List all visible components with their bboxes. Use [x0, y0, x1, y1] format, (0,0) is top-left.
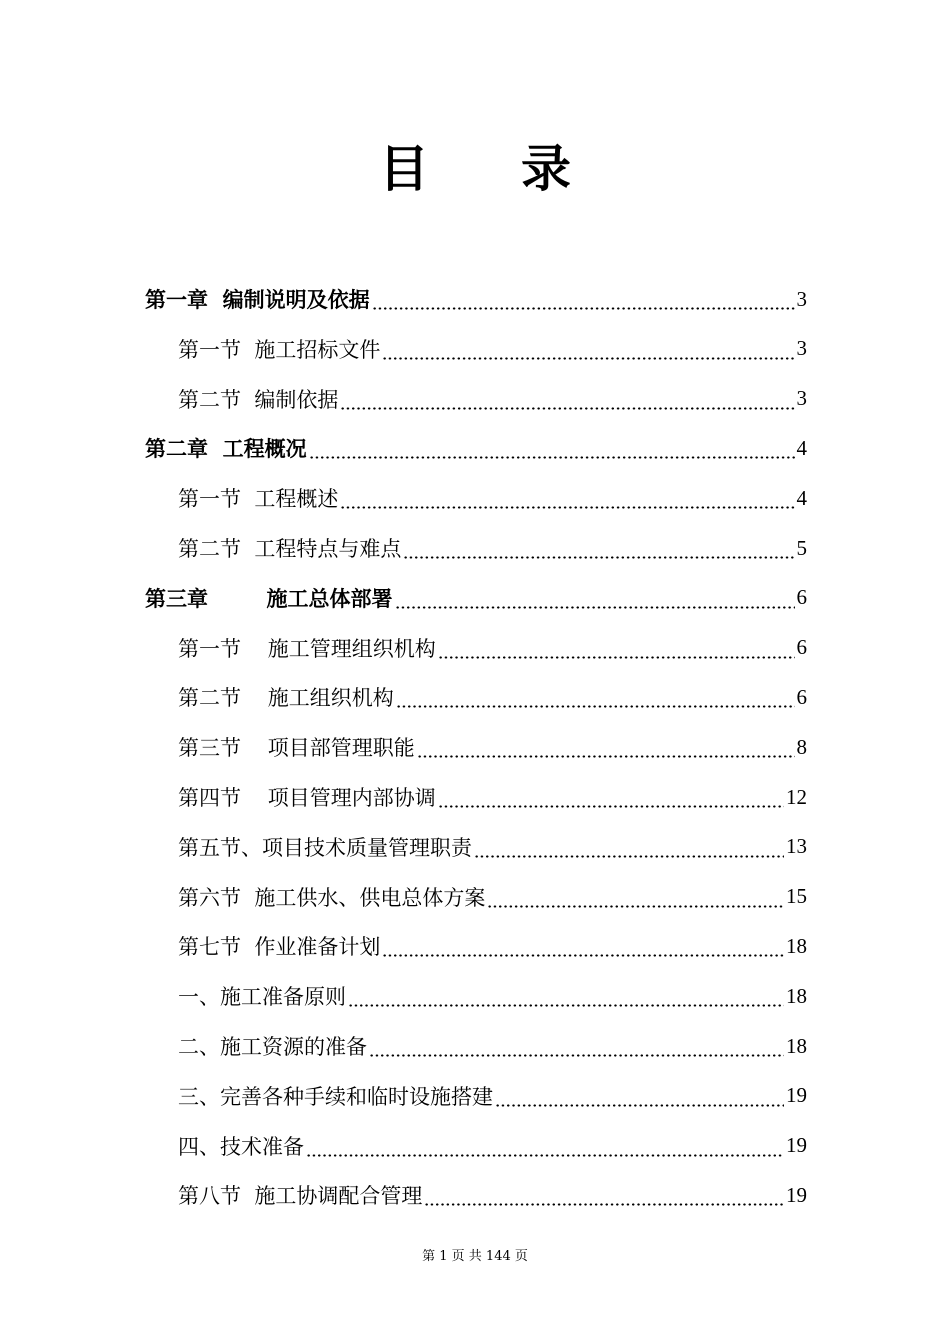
toc-section-entry[interactable]	[178, 872, 807, 922]
toc-page-number: 5	[796, 535, 807, 560]
toc-page-number: 3	[796, 286, 807, 311]
toc-entry-label: 第四节 项目管理内部协调	[178, 786, 436, 810]
toc-dot-leader	[309, 455, 795, 459]
toc-dot-leader	[495, 1103, 784, 1107]
toc-page-number: 6	[796, 635, 807, 660]
toc-dot-leader	[403, 555, 794, 559]
toc-section-entry[interactable]	[178, 473, 807, 523]
toc-entry-label: 第一章 编制说明及依据	[145, 288, 370, 312]
toc-page-number: 18	[786, 1033, 807, 1058]
toc-page-number: 13	[786, 834, 807, 859]
toc-page-number: 18	[786, 933, 807, 958]
title-char-1: 目	[379, 140, 429, 198]
toc-section-entry[interactable]	[178, 822, 807, 872]
toc-entry-label: 四、技术准备	[178, 1134, 304, 1159]
toc-page-number: 3	[796, 336, 807, 361]
toc-section-entry[interactable]	[178, 722, 807, 772]
toc-entry-label: 第二节 工程特点与难点	[178, 537, 402, 561]
toc-dot-leader	[438, 804, 784, 808]
toc-page-number: 4	[796, 435, 807, 460]
toc-dot-leader	[372, 306, 795, 310]
toc-entry-label: 第八节 施工协调配合管理	[178, 1184, 423, 1209]
toc-entry-label: 第五节、项目技术质量管理职责	[178, 835, 472, 860]
toc-page-number: 19	[786, 1133, 807, 1158]
toc-entry-label: 第六节 施工供水、供电总体方案	[178, 885, 486, 910]
toc-dot-leader	[438, 655, 795, 659]
toc-page-number: 8	[796, 734, 807, 759]
toc-dot-leader	[306, 1153, 784, 1157]
toc-page-number: 12	[786, 784, 807, 809]
toc-entry-label: 第二节 施工组织机构	[178, 686, 394, 711]
toc-section-entry[interactable]	[178, 1021, 807, 1071]
toc-dot-leader	[424, 1202, 784, 1206]
toc-entry-label: 第一节 施工管理组织机构	[178, 636, 436, 661]
toc-entry-label: 二、施工资源的准备	[178, 1035, 367, 1059]
toc-section-entry[interactable]	[178, 672, 807, 722]
toc-section-entry[interactable]	[178, 772, 807, 822]
toc-entry-label: 三、完善各种手续和临时设施搭建	[178, 1084, 493, 1109]
toc-dot-leader	[348, 1003, 784, 1007]
toc-section-entry[interactable]	[178, 523, 807, 573]
toc-chapter-entry[interactable]	[145, 274, 807, 324]
toc-chapter-entry[interactable]	[145, 423, 807, 473]
toc-section-entry[interactable]	[178, 1121, 807, 1171]
toc-dot-leader	[417, 754, 795, 758]
toc-dot-leader	[395, 605, 795, 609]
toc-page-number: 19	[786, 1182, 807, 1207]
toc-page-number: 4	[796, 485, 807, 510]
toc-section-entry[interactable]	[178, 1170, 807, 1220]
toc-entry-label: 第二章 工程概况	[145, 437, 307, 462]
toc-page-number: 6	[796, 684, 807, 709]
toc-dot-leader	[382, 953, 784, 957]
toc-dot-leader	[369, 1053, 784, 1057]
toc-section-entry[interactable]	[178, 623, 807, 673]
toc-section-entry[interactable]	[178, 374, 807, 424]
toc-page-number: 3	[796, 386, 807, 411]
toc-entry-label: 第二节 编制依据	[178, 387, 339, 412]
toc-entry-label: 第三节 项目部管理职能	[178, 736, 415, 761]
toc-section-entry[interactable]	[178, 1071, 807, 1121]
toc-entry-label: 一、施工准备原则	[178, 985, 346, 1010]
toc-page-number: 15	[786, 884, 807, 909]
page-title	[0, 134, 950, 204]
page-footer: 第 1 页 共 144 页	[422, 1249, 528, 1264]
toc-dot-leader	[487, 904, 784, 908]
toc-dot-leader	[340, 505, 794, 509]
toc-dot-leader	[396, 704, 795, 708]
toc-chapter-entry[interactable]	[145, 573, 807, 623]
toc-section-entry[interactable]	[178, 324, 807, 374]
toc-entry-label: 第一节 工程概述	[178, 487, 339, 512]
toc-entry-label: 第一节 施工招标文件	[178, 337, 381, 362]
toc-entry-label: 第七节 作业准备计划	[178, 935, 381, 960]
toc-page-number: 19	[786, 1083, 807, 1108]
toc-entry-label: 第三章 施工总体部署	[145, 586, 393, 611]
toc-dot-leader	[340, 406, 794, 410]
toc-section-entry[interactable]	[178, 921, 807, 971]
title-char-2: 录	[521, 140, 571, 198]
toc-dot-leader	[474, 854, 784, 858]
toc-page-number: 6	[796, 585, 807, 610]
toc-section-entry[interactable]	[178, 971, 807, 1021]
toc-page-number: 18	[786, 983, 807, 1008]
toc-dot-leader	[382, 356, 794, 360]
